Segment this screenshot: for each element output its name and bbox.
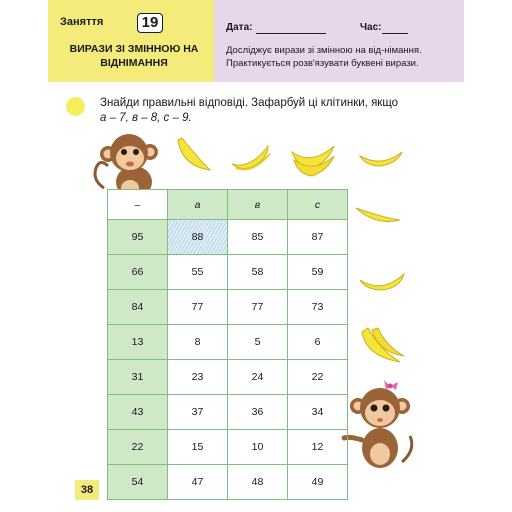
- table-row: [108, 325, 348, 360]
- answer-cell[interactable]: 22: [288, 360, 348, 395]
- expression-table: [107, 189, 348, 500]
- lesson-goal: Досліджує вирази зі змінною на від-німання. Практикується розв'язувати буквені вирази.: [226, 45, 422, 69]
- table-row: [108, 290, 348, 325]
- banana-icon: [352, 202, 404, 230]
- answer-cell[interactable]: 6: [288, 325, 348, 360]
- answer-cell[interactable]: 10: [228, 430, 288, 465]
- answer-cell[interactable]: 77: [168, 290, 228, 325]
- answer-cell[interactable]: 77: [228, 290, 288, 325]
- task-text: Знайди правильні відповіді. Зафарбуй ці клітинки, якщо: [100, 97, 399, 109]
- task-variables: а – 7, в – 8, с – 9.: [100, 112, 192, 124]
- time-label: Час:: [360, 22, 382, 33]
- banana-icon: [356, 268, 408, 296]
- answer-cell[interactable]: 23: [168, 360, 228, 395]
- answer-cell[interactable]: 47: [168, 465, 228, 500]
- date-label: Дата:: [226, 22, 253, 33]
- minuend-cell: 66: [108, 255, 168, 290]
- minuend-cell: 84: [108, 290, 168, 325]
- task-instruction: [100, 96, 440, 126]
- answer-cell[interactable]: 8: [168, 325, 228, 360]
- answer-cell[interactable]: 12: [288, 430, 348, 465]
- answer-cell[interactable]: 5: [228, 325, 288, 360]
- date-field[interactable]: [256, 33, 326, 34]
- answer-cell[interactable]: 55: [168, 255, 228, 290]
- page-number: 38: [75, 480, 99, 500]
- table-header-row: [108, 190, 348, 220]
- minuend-cell: 54: [108, 465, 168, 500]
- answer-cell[interactable]: 85: [228, 220, 288, 255]
- minuend-cell: 13: [108, 325, 168, 360]
- lesson-number: 19: [137, 13, 163, 33]
- banana-icon: [288, 138, 338, 180]
- lesson-label: Заняття: [60, 16, 104, 28]
- banana-icon: [228, 140, 274, 174]
- table-row: [108, 360, 348, 395]
- operator-header: –: [108, 190, 168, 220]
- column-header-a: а: [168, 190, 228, 220]
- answer-cell[interactable]: 49: [288, 465, 348, 500]
- answer-cell[interactable]: 58: [228, 255, 288, 290]
- time-field[interactable]: [382, 33, 408, 34]
- column-header-b: в: [228, 190, 288, 220]
- minuend-cell: 95: [108, 220, 168, 255]
- answer-cell[interactable]: 34: [288, 395, 348, 430]
- answer-cell[interactable]: 48: [228, 465, 288, 500]
- answer-cell[interactable]: 88: [168, 220, 228, 255]
- banana-icon: [356, 146, 406, 172]
- table-row: [108, 395, 348, 430]
- answer-cell[interactable]: 87: [288, 220, 348, 255]
- lesson-topic: ВИРАЗИ ЗІ ЗМІННОЮ НА ВІДНІМАННЯ: [69, 43, 199, 69]
- answer-cell[interactable]: 36: [228, 395, 288, 430]
- table-row: [108, 255, 348, 290]
- table-row: [108, 430, 348, 465]
- table-row: [108, 220, 348, 255]
- minuend-cell: 43: [108, 395, 168, 430]
- table-row: [108, 465, 348, 500]
- answer-cell[interactable]: 73: [288, 290, 348, 325]
- answer-cell[interactable]: 59: [288, 255, 348, 290]
- column-header-c: с: [288, 190, 348, 220]
- task-bullet-icon: [66, 97, 85, 116]
- minuend-cell: 31: [108, 360, 168, 395]
- banana-icon: [172, 136, 216, 176]
- minuend-cell: 22: [108, 430, 168, 465]
- answer-cell[interactable]: 15: [168, 430, 228, 465]
- answer-cell[interactable]: 37: [168, 395, 228, 430]
- monkey-icon: [340, 378, 420, 474]
- answer-cell[interactable]: 24: [228, 360, 288, 395]
- banana-icon: [356, 326, 408, 368]
